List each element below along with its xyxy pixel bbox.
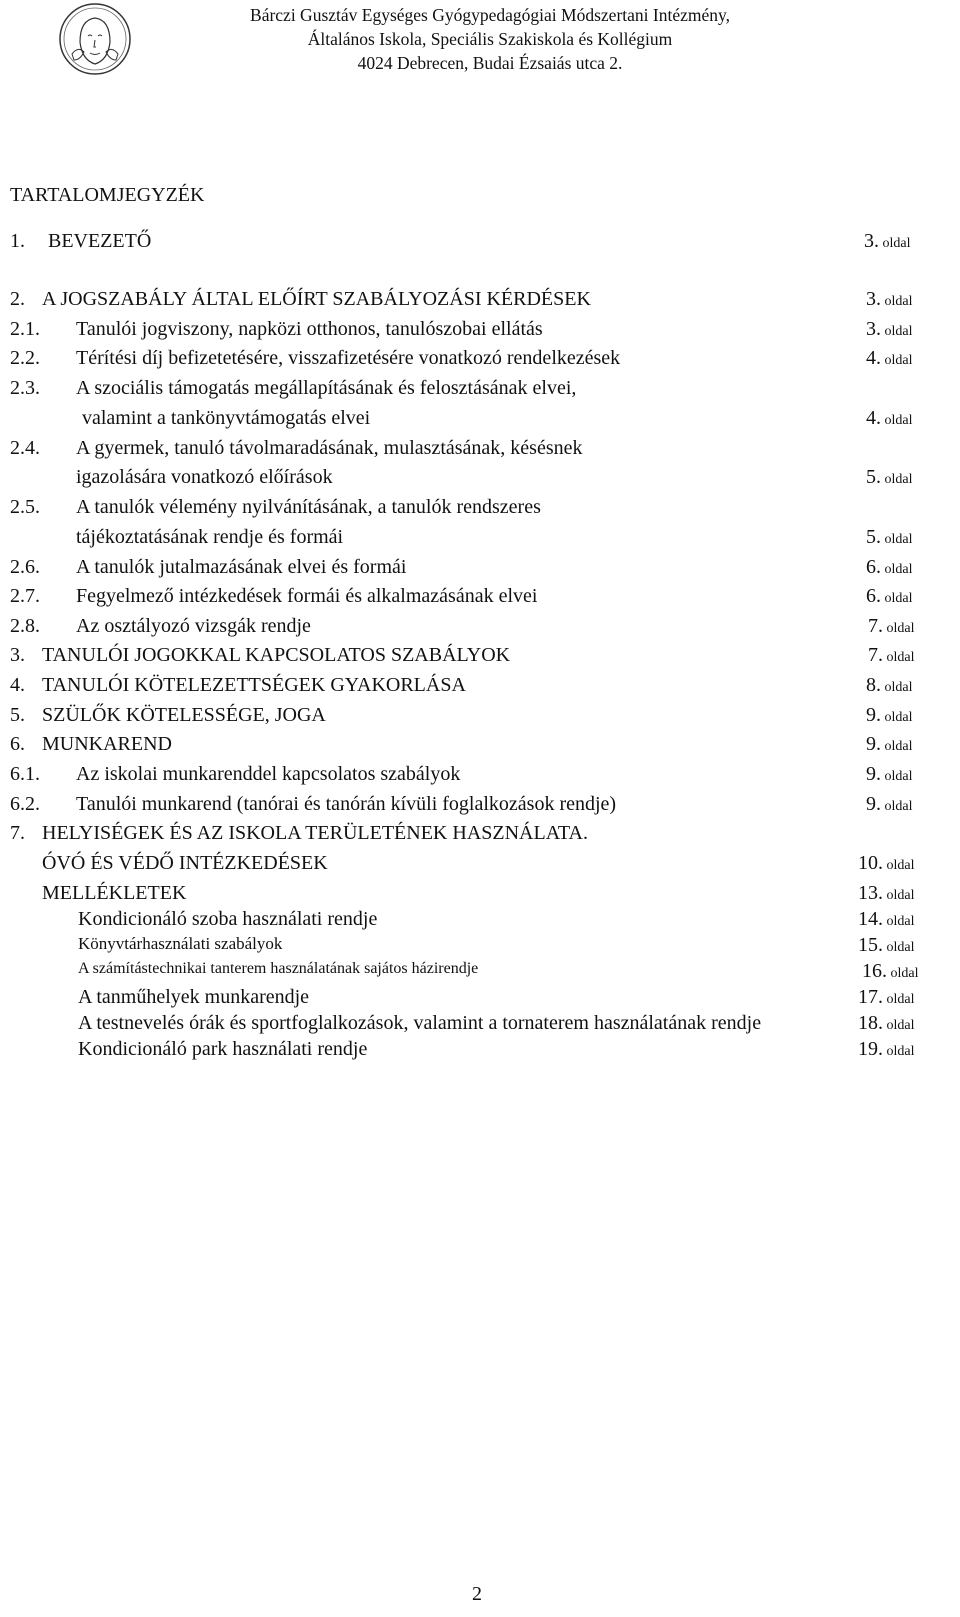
toc-entry	[0, 347, 960, 377]
toc-entry-label: Fegyelmező intézkedések formái és alkalmazásának elvei	[76, 585, 538, 607]
toc-entry-label: Az iskolai munkarenddel kapcsolatos szabályok	[76, 763, 461, 785]
page-number: 2	[472, 1583, 482, 1605]
toc-entry-page-number: 4.	[866, 347, 881, 369]
toc-entry-page-unit: oldal	[883, 858, 915, 873]
toc-entry-label: HELYISÉGEK ÉS AZ ISKOLA TERÜLETÉNEK HASZNÁLATA.	[42, 822, 588, 844]
toc-entry-page-number: 6.	[866, 556, 881, 578]
toc-entry-page-unit: oldal	[879, 236, 911, 251]
toc-entry-page-number: 9.	[866, 763, 881, 785]
toc-entry-page-number: 9.	[866, 733, 881, 755]
toc-entry-page-number: 19.	[858, 1038, 883, 1060]
toc-entry-page-number: 7.	[868, 644, 883, 666]
toc-entry-page-unit: oldal	[883, 650, 915, 665]
toc-entry-page	[868, 644, 915, 667]
toc-entry-page-number: 9.	[866, 704, 881, 726]
toc-entry	[0, 556, 960, 586]
toc-entry	[0, 377, 960, 407]
toc-entry-page	[866, 526, 913, 549]
toc-entry-number: 5.	[10, 704, 25, 726]
toc-entry-label: MUNKAREND	[42, 733, 172, 755]
toc-entry-label: valamint a tankönyvtámogatás elvei	[82, 407, 371, 429]
toc-entry-page	[864, 230, 911, 253]
toc-entry-label: TANULÓI JOGOKKAL KAPCSOLATOS SZABÁLYOK	[42, 644, 511, 666]
toc-entry-page-unit: oldal	[883, 1044, 915, 1059]
toc-entry-label: A tanulók vélemény nyilvánításának, a tanulók rendszeres	[76, 496, 541, 518]
toc-entry-page-number: 15.	[858, 934, 883, 956]
toc-entry-page	[866, 466, 913, 489]
toc-entry	[0, 318, 960, 348]
toc-entry-number: 2.4.	[10, 437, 40, 459]
toc-entry-number: 1.	[10, 230, 25, 252]
toc-entry-page-number: 3.	[866, 288, 881, 310]
toc-entry-page	[866, 347, 913, 370]
toc-entry-page-unit: oldal	[881, 562, 913, 577]
toc-entry-page-number: 5.	[866, 526, 881, 548]
toc-entry-page-unit: oldal	[881, 353, 913, 368]
toc-entry	[0, 793, 960, 823]
toc-entry-page	[866, 704, 913, 727]
toc-entry-page-number: 4.	[866, 407, 881, 429]
toc-entry-page-number: 17.	[858, 986, 883, 1008]
toc-entry-page-unit: oldal	[883, 914, 915, 929]
toc-entry-page-number: 16.	[862, 960, 887, 982]
toc-entry	[0, 526, 960, 556]
toc-entry-page	[866, 288, 913, 311]
toc-entry-page	[866, 407, 913, 430]
toc-entry-label: Kondicionáló park használati rendje	[78, 1038, 368, 1060]
toc-entry-page-number: 7.	[868, 615, 883, 637]
toc-entry-label: A számítástechnikai tanterem használatának sajátos házirendje	[78, 960, 479, 977]
toc-entry-number: 2.6.	[10, 556, 40, 578]
toc-entry-page	[866, 763, 913, 786]
toc-entry-page	[858, 1012, 915, 1035]
toc-entry	[0, 644, 960, 674]
toc-entry-number: 2.8.	[10, 615, 40, 637]
toc-entry-label: SZÜLŐK KÖTELESSÉGE, JOGA	[42, 704, 326, 726]
toc-entry-label: MELLÉKLETEK	[42, 882, 187, 904]
toc-entry-label: BEVEZETŐ	[48, 230, 152, 252]
toc-entry-number: 2.2.	[10, 347, 40, 369]
toc-entry-page-number: 3.	[866, 318, 881, 340]
toc-entry-page-unit: oldal	[881, 769, 913, 784]
toc-entry-page-unit: oldal	[881, 680, 913, 695]
toc-entry-page-number: 6.	[866, 585, 881, 607]
toc-entry	[0, 1038, 960, 1068]
toc-entry-page	[866, 733, 913, 756]
toc-entry-page-unit: oldal	[881, 532, 913, 547]
toc-entry-label: A testnevelés órák és sportfoglalkozások, valamint a tornaterem használatának rendje	[78, 1012, 762, 1034]
toc-entry	[0, 733, 960, 763]
toc-entry-page-unit: oldal	[883, 992, 915, 1007]
toc-entry-number: 4.	[10, 674, 25, 696]
toc-entry-number: 6.	[10, 733, 25, 755]
toc-entry-page-unit: oldal	[881, 739, 913, 754]
toc-entry-label: A gyermek, tanuló távolmaradásának, mulasztásának, késésnek	[76, 437, 583, 459]
toc-entry-label: A tanműhelyek munkarendje	[78, 986, 310, 1008]
toc-entry-label: Az osztályozó vizsgák rendje	[76, 615, 311, 637]
toc-entry-number: 6.2.	[10, 793, 40, 815]
toc-entry-page-unit: oldal	[881, 591, 913, 606]
toc-entry-number: 2.	[10, 288, 25, 310]
toc-entry-page	[858, 908, 915, 931]
school-logo-face-icon	[58, 2, 132, 76]
toc-entry-label: Tanulói munkarend (tanórai és tanórán kívüli foglalkozások rendje)	[76, 793, 617, 815]
toc-entry-page	[858, 934, 915, 957]
toc-entry-label: ÓVÓ ÉS VÉDŐ INTÉZKEDÉSEK	[42, 852, 328, 874]
toc-entry	[0, 704, 960, 734]
toc-entry	[0, 615, 960, 645]
institution-address	[140, 3, 840, 75]
toc-entry	[0, 230, 960, 260]
toc-entry-number: 2.3.	[10, 377, 40, 399]
toc-entry-page	[858, 882, 915, 905]
toc-entry	[0, 852, 960, 882]
toc-entry-label: A JOGSZABÁLY ÁLTAL ELŐÍRT SZABÁLYOZÁSI KÉRDÉSEK	[42, 288, 591, 310]
toc-entry-label: Térítési díj befizetetésére, visszafizetésére vonatkozó rendelkezések	[76, 347, 621, 369]
toc-entry-number: 3.	[10, 644, 25, 666]
toc-entry-number: 7.	[10, 822, 25, 844]
toc-entry-page-number: 14.	[858, 908, 883, 930]
toc-entry-page-number: 10.	[858, 852, 883, 874]
toc-entry	[0, 585, 960, 615]
toc-entry-number: 2.5.	[10, 496, 40, 518]
toc-entry-label: TANULÓI KÖTELEZETTSÉGEK GYAKORLÁSA	[42, 674, 466, 696]
header-line-2: Általános Iskola, Speciális Szakiskola és Kollégium	[307, 29, 673, 49]
toc-entry	[0, 407, 960, 437]
toc-entry-page	[858, 852, 915, 875]
toc-entry-page-number: 13.	[858, 882, 883, 904]
toc-entry-number: 2.1.	[10, 318, 40, 340]
toc-entry-page	[862, 960, 919, 983]
toc-entry-page	[866, 556, 913, 579]
toc-entry-label: Könyvtárhasználati szabályok	[78, 934, 283, 953]
toc-entry-page-unit: oldal	[881, 799, 913, 814]
toc-entry-page-unit: oldal	[883, 621, 915, 636]
toc-entry	[0, 496, 960, 526]
toc-entry	[0, 822, 960, 852]
toc-entry-page	[868, 615, 915, 638]
toc-entry-page-number: 5.	[866, 466, 881, 488]
toc-entry-label: tájékoztatásának rendje és formái	[76, 526, 344, 548]
toc-entry-number: 6.1.	[10, 763, 40, 785]
toc-entry-number: 2.7.	[10, 585, 40, 607]
toc-entry-label: A szociális támogatás megállapításának és felosztásának elvei,	[76, 377, 577, 399]
toc-entry-page-number: 8.	[866, 674, 881, 696]
toc-entry	[0, 288, 960, 318]
toc-entry-page	[858, 1038, 915, 1061]
toc-entry-label: Kondicionáló szoba használati rendje	[78, 908, 378, 930]
toc-entry-page-number: 9.	[866, 793, 881, 815]
toc-entry-page	[866, 674, 913, 697]
toc-entry-page	[866, 793, 913, 816]
toc-entry-page	[866, 318, 913, 341]
header-line-3: 4024 Debrecen, Budai Ézsaiás utca 2.	[357, 53, 623, 73]
toc-entry-page-unit: oldal	[883, 940, 915, 955]
toc-entry-page-unit: oldal	[887, 966, 919, 981]
toc-entry-page-number: 18.	[858, 1012, 883, 1034]
toc-entry-page-unit: oldal	[883, 888, 915, 903]
toc-entry	[0, 437, 960, 467]
toc-entry-page	[866, 585, 913, 608]
toc-entry-page-unit: oldal	[881, 710, 913, 725]
toc-entry-page	[858, 986, 915, 1009]
toc-entry-page-unit: oldal	[883, 1018, 915, 1033]
toc-entry	[0, 674, 960, 704]
document-header	[0, 0, 960, 80]
toc-entry-label: Tanulói jogviszony, napközi otthonos, tanulószobai ellátás	[76, 318, 543, 340]
toc-entry	[0, 763, 960, 793]
toc-entry-page-unit: oldal	[881, 294, 913, 309]
header-line-1: Bárczi Gusztáv Egységes Gyógypedagógiai Módszertani Intézmény,	[250, 5, 730, 25]
toc-entry	[0, 466, 960, 496]
toc-title: TARTALOMJEGYZÉK	[10, 184, 205, 206]
toc-entry-page-unit: oldal	[881, 413, 913, 428]
toc-entry-page-unit: oldal	[881, 472, 913, 487]
toc-entry-label: igazolására vonatkozó előírások	[76, 466, 333, 488]
toc-entry-page-unit: oldal	[881, 324, 913, 339]
toc-entry-label: A tanulók jutalmazásának elvei és formái	[76, 556, 407, 578]
toc-entry-page-number: 3.	[864, 230, 879, 252]
